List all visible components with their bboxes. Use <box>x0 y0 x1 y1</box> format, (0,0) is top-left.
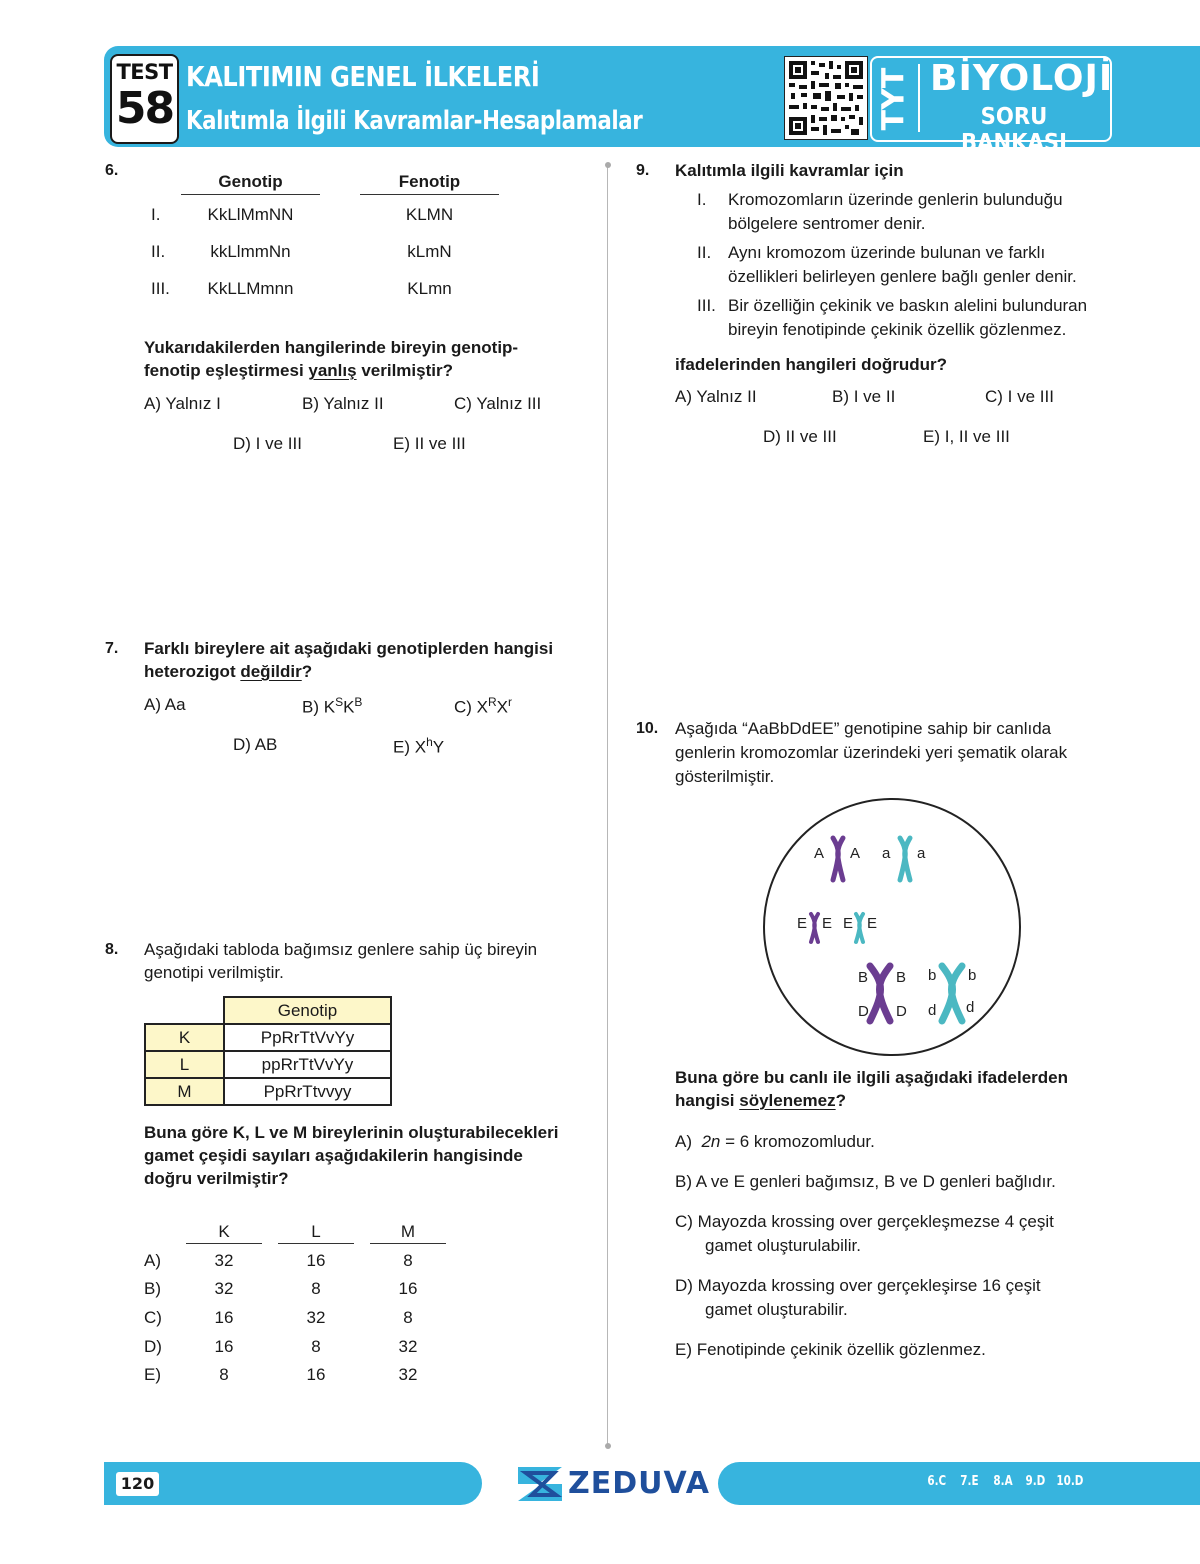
question-prompt: Buna göre bu canlı ile ilgili aşağıdaki ifadelerden <box>675 1068 1068 1087</box>
genotip-rule <box>181 194 320 195</box>
answer-header-l: L <box>311 1222 321 1241</box>
question-prompt: gamet çeşidi sayıları aşağıdakilerin hangisinde <box>144 1146 523 1165</box>
option-c[interactable]: C) I ve III <box>985 387 1054 406</box>
row-genotip: KkLlMmNN <box>207 205 294 224</box>
item-text: Bir özelliğin çekinik ve baskın alelini bulunduran <box>728 296 1088 315</box>
option-d[interactable]: D) Mayozda krossing over gerçekleşirse 16 çeşit <box>675 1276 1041 1295</box>
test-badge <box>110 54 179 144</box>
gene-label: A <box>850 845 861 862</box>
publisher-name: ZEDUVA <box>568 1466 710 1501</box>
question-prompt: hangisi söylenemez? <box>675 1091 847 1110</box>
option-label[interactable]: A) <box>144 1251 161 1270</box>
question-number: 6. <box>105 162 119 179</box>
question-stem: Aşağıda “AaBbDdEE” genotipine sahip bir canlıda <box>675 719 1052 738</box>
column-divider <box>607 164 608 1446</box>
page-number: 120 <box>116 1472 159 1496</box>
question-number: 9. <box>636 162 650 179</box>
option-a[interactable]: A) Yalnız II <box>675 387 757 406</box>
option-e[interactable]: E) Fenotipinde çekinik özellik gözlenmez. <box>675 1340 986 1359</box>
test-number: 58 <box>115 83 174 134</box>
fenotip-rule <box>360 194 499 195</box>
table-header: Genotip <box>224 997 391 1024</box>
genotip-header: Genotip <box>218 172 283 191</box>
book-title: SORU BANKASI <box>960 104 1068 156</box>
item-roman: III. <box>697 296 716 315</box>
row-genotip: PpRrTtVvYy <box>224 1024 391 1051</box>
gene-label: E <box>822 915 833 932</box>
footer-right-bar <box>718 1462 1200 1505</box>
subject-title: BİYOLOJİ <box>930 58 1114 99</box>
option-b[interactable]: B) $K^SK^B$ <box>302 695 363 717</box>
chromosome-diagram <box>760 796 1026 1058</box>
divider-dot-bottom <box>605 1443 611 1449</box>
answer-rule <box>278 1243 354 1244</box>
row-roman: III. <box>151 279 170 298</box>
item-roman: I. <box>697 190 707 209</box>
gene-label: E <box>843 915 854 932</box>
option-label[interactable]: D) <box>144 1337 162 1356</box>
question-prompt: Buna göre K, L ve M bireylerinin oluşturabilecekleri <box>144 1123 559 1142</box>
row-fenotip: KLMN <box>405 205 454 224</box>
question-number: 10. <box>636 720 659 737</box>
answer-header-m: M <box>400 1222 416 1241</box>
tyt-label: TYT <box>876 67 912 131</box>
gene-label: E <box>867 915 878 932</box>
option-c[interactable]: C) Yalnız III <box>454 394 542 413</box>
value-m: 32 <box>398 1337 418 1356</box>
option-d[interactable]: D) II ve III <box>763 427 837 446</box>
item-text: bireyin fenotipinde çekinik özellik gözlenmez. <box>728 320 1067 339</box>
question-stem: fenotip eşleştirmesi yanlış verilmiştir? <box>144 361 453 380</box>
option-label[interactable]: E) <box>144 1365 161 1384</box>
gene-label: B <box>896 969 907 986</box>
answer-key: 8.A <box>993 1474 1013 1489</box>
unit-title: KALITIMIN GENEL İLKELERİ <box>186 60 540 93</box>
value-k: 16 <box>214 1308 234 1327</box>
gene-label: b <box>968 967 977 984</box>
value-k: 32 <box>214 1279 234 1298</box>
question-stem: Kalıtımla ilgili kavramlar için <box>675 161 904 180</box>
table-row <box>145 1078 391 1105</box>
value-l: 16 <box>306 1251 326 1270</box>
value-l: 32 <box>306 1308 326 1327</box>
gene-label: a <box>917 845 926 862</box>
gene-label: b <box>928 967 937 984</box>
item-text: bölgelere sentromer denir. <box>728 214 926 233</box>
item-text: Aynı kromozom üzerinde bulunan ve farklı <box>728 243 1046 262</box>
row-genotip: KkLLMmnn <box>207 279 294 298</box>
question-stem: genlerin kromozomlar üzerindeki yeri şematik olarak <box>675 743 1068 762</box>
row-fenotip: kLmN <box>407 242 452 261</box>
zeduva-logo-icon <box>516 1465 564 1503</box>
question-number: 7. <box>105 640 119 657</box>
option-label[interactable]: B) <box>144 1279 161 1298</box>
answer-key: 10.D <box>1056 1474 1084 1489</box>
item-text: özellikleri belirleyen genlere bağlı genler denir. <box>728 267 1077 286</box>
option-e[interactable]: E) I, II ve III <box>923 427 1010 446</box>
row-genotip: ppRrTtVvYy <box>224 1051 391 1078</box>
row-label: K <box>145 1024 224 1051</box>
gene-label: A <box>814 845 825 862</box>
value-l: 16 <box>306 1365 326 1384</box>
value-l: 8 <box>311 1337 321 1356</box>
table-row <box>145 1051 391 1078</box>
question-prompt: doğru verilmiştir? <box>144 1169 289 1188</box>
gene-label: D <box>858 1003 869 1020</box>
option-c[interactable]: C) $X^RX^r$ <box>454 695 513 717</box>
row-roman: II. <box>151 242 166 261</box>
question-stem: Aşağıdaki tabloda bağımsız genlere sahip üç bireyin <box>144 940 538 959</box>
answer-rule <box>186 1243 262 1244</box>
table-corner <box>145 997 224 1024</box>
gene-label: d <box>928 1002 937 1019</box>
divider-dot-top <box>605 162 611 168</box>
answer-key: 9.D <box>1025 1474 1046 1489</box>
question-number: 8. <box>105 941 119 958</box>
gene-label: D <box>896 1003 907 1020</box>
value-k: 8 <box>219 1365 229 1384</box>
value-k: 32 <box>214 1251 234 1270</box>
table-row <box>145 1024 391 1051</box>
question-stem: genotipi verilmiştir. <box>144 963 284 982</box>
brand-divider <box>918 64 920 132</box>
question-stem: heterozigot değildir? <box>144 662 313 681</box>
item-roman: II. <box>697 243 712 262</box>
unit-subtitle: Kalıtımla İlgili Kavramlar-Hesaplamalar <box>186 106 643 136</box>
value-m: 16 <box>398 1279 418 1298</box>
row-label: L <box>145 1051 224 1078</box>
option-b[interactable]: B) A ve E genleri bağımsız, B ve D genleri bağlıdır. <box>675 1172 1056 1191</box>
question-stem: Farklı bireylere ait aşağıdaki genotiplerden hangisi <box>144 639 554 658</box>
question-prompt: ifadelerinden hangileri doğrudur? <box>675 355 948 374</box>
value-m: 8 <box>403 1308 413 1327</box>
value-m: 32 <box>398 1365 418 1384</box>
question-stem: Yukarıdakilerden hangilerinde bireyin genotip- <box>144 338 519 357</box>
option-c-cont: gamet oluşturulabilir. <box>705 1236 861 1255</box>
row-genotip: PpRrTtvvyy <box>224 1078 391 1105</box>
gene-label: a <box>882 845 891 862</box>
option-label[interactable]: C) <box>144 1308 162 1327</box>
option-a[interactable]: A) Aa <box>144 695 186 714</box>
option-b[interactable]: B) Yalnız II <box>302 394 384 413</box>
answer-key: 7.E <box>960 1474 979 1489</box>
row-label: M <box>145 1078 224 1105</box>
option-d-cont: gamet oluşturabilir. <box>705 1300 848 1319</box>
test-word: TEST <box>116 60 173 84</box>
option-a[interactable]: A) Yalnız I <box>144 394 221 413</box>
option-e[interactable]: E) II ve III <box>393 434 466 453</box>
value-l: 8 <box>311 1279 321 1298</box>
item-text: Kromozomların üzerinde genlerin bulunduğu <box>728 190 1063 209</box>
option-e[interactable]: E) $X^hY$ <box>393 735 445 757</box>
answer-header-k: K <box>218 1222 230 1241</box>
row-roman: I. <box>151 205 161 224</box>
genotype-table <box>144 996 392 1106</box>
value-k: 16 <box>214 1337 234 1356</box>
option-b[interactable]: B) I ve II <box>832 387 896 406</box>
gene-label: B <box>858 969 869 986</box>
gene-label: E <box>797 915 808 932</box>
row-genotip: kkLlmmNn <box>210 242 291 261</box>
answer-rule <box>370 1243 446 1244</box>
option-a[interactable]: A) 2n = 6 kromozomludur. <box>675 1132 875 1151</box>
option-c[interactable]: C) Mayozda krossing over gerçekleşmezse 4 çeşit <box>675 1212 1054 1231</box>
option-d[interactable]: D) AB <box>233 735 278 754</box>
option-d[interactable]: D) I ve III <box>233 434 302 453</box>
value-m: 8 <box>403 1251 413 1270</box>
gene-label: d <box>966 999 975 1016</box>
answer-key: 6.C <box>927 1474 947 1489</box>
footer-left-bar <box>104 1462 482 1505</box>
row-fenotip: KLmn <box>407 279 452 298</box>
fenotip-header: Fenotip <box>398 172 461 191</box>
question-stem: gösterilmiştir. <box>675 767 775 786</box>
qr-code-icon[interactable] <box>784 56 868 140</box>
